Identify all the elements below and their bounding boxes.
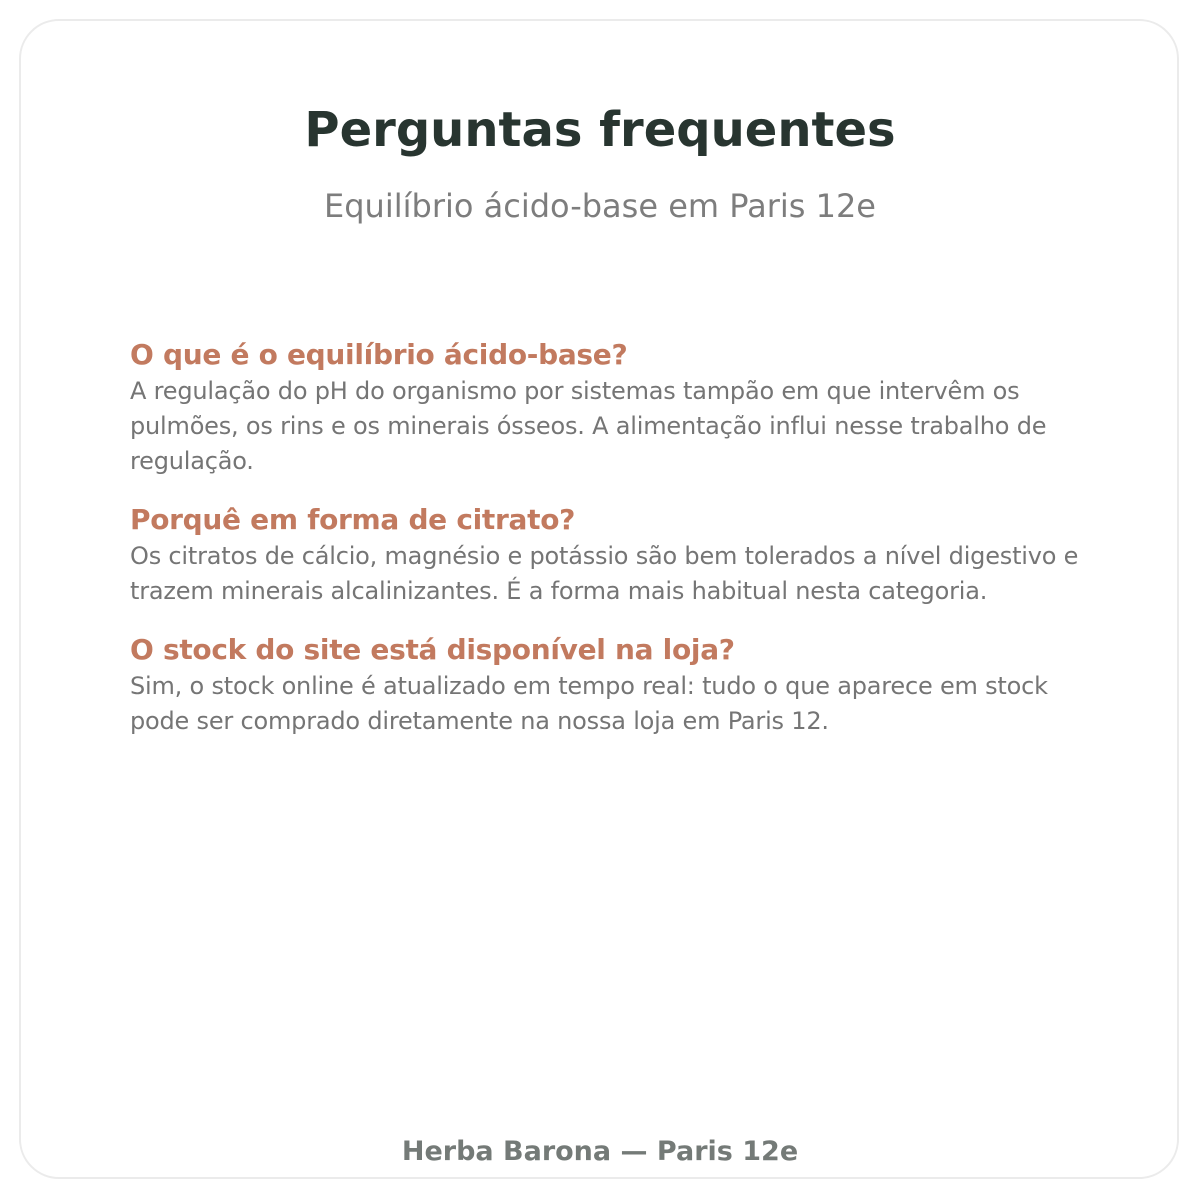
faq-question: O que é o equilíbrio ácido-base? (130, 338, 628, 371)
faq-question: Porquê em forma de citrato? (130, 503, 576, 536)
faq-item (130, 631, 1090, 739)
footer-brand: Herba Barona — Paris 12e (401, 1136, 799, 1167)
page-title: Perguntas frequentes (304, 102, 896, 158)
faq-answer: Sim, o stock online é atualizado em tempo real: tudo o que aparece em stock pode ser comprado diretamente na nossa loja em Paris 12. (130, 672, 1048, 735)
faq-answer: Os citratos de cálcio, magnésio e potássio são bem tolerados a nível digestivo e trazem minerais alcalinizantes. É a forma mais habitual nesta categoria. (130, 542, 1079, 605)
faq-answer: A regulação do pH do organismo por sistemas tampão em que intervêm os pulmões, os rins e os minerais ósseos. A alimentação influi nesse trabalho de regulação. (130, 377, 1047, 475)
faq-list (130, 336, 1090, 761)
page-subtitle: Equilíbrio ácido-base em Paris 12e (324, 187, 876, 225)
faq-item (130, 501, 1090, 609)
faq-item (130, 336, 1090, 479)
faq-question: O stock do site está disponível na loja? (130, 633, 735, 666)
